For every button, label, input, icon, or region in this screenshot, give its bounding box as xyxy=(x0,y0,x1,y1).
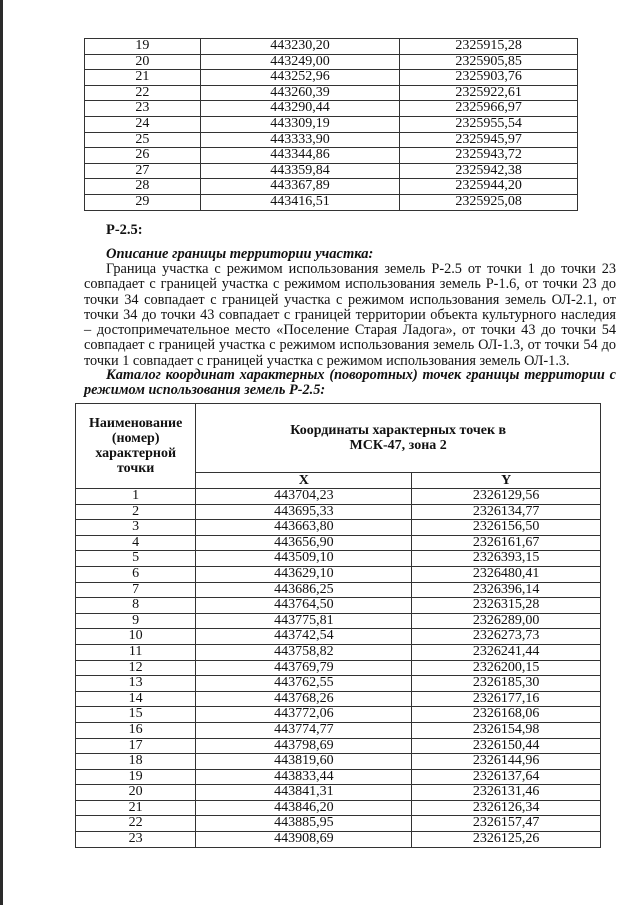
table-row xyxy=(85,148,578,164)
table-row xyxy=(76,754,601,770)
header-y: Y xyxy=(412,473,601,489)
point-number-cell: 25 xyxy=(85,132,201,148)
table-row xyxy=(76,504,601,520)
y-coordinate-cell: 2326126,34 xyxy=(412,800,601,816)
x-coordinate-cell: 443819,60 xyxy=(196,754,412,770)
table-row xyxy=(85,70,578,86)
x-coordinate-cell: 443885,95 xyxy=(196,816,412,832)
table-row xyxy=(76,800,601,816)
section-label: Р-2.5: xyxy=(106,222,143,238)
point-number-cell: 11 xyxy=(76,644,196,660)
point-number-cell: 1 xyxy=(76,489,196,505)
x-coordinate-cell: 443344,86 xyxy=(200,148,399,164)
point-number-cell: 4 xyxy=(76,535,196,551)
point-number-cell: 23 xyxy=(85,101,201,117)
y-coordinate-cell: 2325915,28 xyxy=(400,39,578,55)
x-coordinate-cell: 443772,06 xyxy=(196,707,412,723)
y-coordinate-cell: 2326134,77 xyxy=(412,504,601,520)
point-number-cell: 27 xyxy=(85,163,201,179)
y-coordinate-cell: 2326177,16 xyxy=(412,691,601,707)
y-coordinate-cell: 2326396,14 xyxy=(412,582,601,598)
point-number-cell: 19 xyxy=(76,769,196,785)
y-coordinate-cell: 2326480,41 xyxy=(412,566,601,582)
point-number-cell: 8 xyxy=(76,598,196,614)
point-number-cell: 10 xyxy=(76,629,196,645)
x-coordinate-cell: 443686,25 xyxy=(196,582,412,598)
table-row xyxy=(85,54,578,70)
point-number-cell: 3 xyxy=(76,520,196,536)
x-coordinate-cell: 443769,79 xyxy=(196,660,412,676)
y-coordinate-cell: 2326154,98 xyxy=(412,722,601,738)
x-coordinate-cell: 443775,81 xyxy=(196,613,412,629)
table-row xyxy=(76,816,601,832)
table-row xyxy=(76,722,601,738)
x-coordinate-cell: 443416,51 xyxy=(200,194,399,210)
x-coordinate-cell: 443841,31 xyxy=(196,785,412,801)
table-row xyxy=(85,101,578,117)
y-coordinate-cell: 2325905,85 xyxy=(400,54,578,70)
point-number-cell: 21 xyxy=(76,800,196,816)
table-row xyxy=(85,116,578,132)
coordinates-table-continued xyxy=(84,38,578,211)
x-coordinate-cell: 443908,69 xyxy=(196,832,412,848)
y-coordinate-cell: 2325955,54 xyxy=(400,116,578,132)
x-coordinate-cell: 443846,20 xyxy=(196,800,412,816)
point-number-cell: 13 xyxy=(76,676,196,692)
table-row xyxy=(76,551,601,567)
point-number-cell: 29 xyxy=(85,194,201,210)
point-number-cell: 24 xyxy=(85,116,201,132)
point-number-cell: 12 xyxy=(76,660,196,676)
x-coordinate-cell: 443290,44 xyxy=(200,101,399,117)
table-row xyxy=(76,832,601,848)
x-coordinate-cell: 443252,96 xyxy=(200,70,399,86)
table-row xyxy=(76,598,601,614)
coordinates-catalog-table xyxy=(75,403,601,848)
y-coordinate-cell: 2326131,46 xyxy=(412,785,601,801)
y-coordinate-cell: 2326315,28 xyxy=(412,598,601,614)
x-coordinate-cell: 443663,80 xyxy=(196,520,412,536)
boundary-description: Граница участка с режимом использования земель Р-2.5 от точки 1 до точки 23 совпадает с границей участка с режимом использования земель Р-1.6, от точки 23 до точки 34 совпадает с границей участка с режимом использования земель ОЛ-2.1, от точки 34 до точки 43 совпадает с границей территории объекта культурного наследия – достопримечательное место «Поселение Старая Ладога», от точки 43 до точки 54 совпадает с границей участка с режимом использования земель ОЛ-1.3, от точки 54 до точки 1 совпадает с границей участка с режимом использования земель ОЛ-1.3. xyxy=(84,261,616,369)
y-coordinate-cell: 2325943,72 xyxy=(400,148,578,164)
x-coordinate-cell: 443695,33 xyxy=(196,504,412,520)
x-coordinate-cell: 443798,69 xyxy=(196,738,412,754)
table-row xyxy=(85,179,578,195)
section-heading: Описание границы территории участка: xyxy=(106,246,374,262)
point-number-cell: 2 xyxy=(76,504,196,520)
y-coordinate-cell: 2325944,20 xyxy=(400,179,578,195)
point-number-cell: 20 xyxy=(85,54,201,70)
point-number-cell: 22 xyxy=(85,85,201,101)
table-row xyxy=(76,489,601,505)
point-number-cell: 15 xyxy=(76,707,196,723)
table-row xyxy=(76,520,601,536)
x-coordinate-cell: 443764,50 xyxy=(196,598,412,614)
point-number-cell: 7 xyxy=(76,582,196,598)
y-coordinate-cell: 2326125,26 xyxy=(412,832,601,848)
header-point-name: Наименование (номер) характерной точки xyxy=(76,404,196,489)
x-coordinate-cell: 443758,82 xyxy=(196,644,412,660)
y-coordinate-cell: 2326241,44 xyxy=(412,644,601,660)
header-coordinates-text: Координаты характерных точек в МСК-47, зона 2 xyxy=(290,423,507,453)
table-row xyxy=(76,582,601,598)
y-coordinate-cell: 2325945,97 xyxy=(400,132,578,148)
x-coordinate-cell: 443629,10 xyxy=(196,566,412,582)
y-coordinate-cell: 2326168,06 xyxy=(412,707,601,723)
y-coordinate-cell: 2326157,47 xyxy=(412,816,601,832)
x-coordinate-cell: 443367,89 xyxy=(200,179,399,195)
y-coordinate-cell: 2326273,73 xyxy=(412,629,601,645)
x-coordinate-cell: 443704,23 xyxy=(196,489,412,505)
y-coordinate-cell: 2326161,67 xyxy=(412,535,601,551)
x-coordinate-cell: 443774,77 xyxy=(196,722,412,738)
x-coordinate-cell: 443509,10 xyxy=(196,551,412,567)
point-number-cell: 26 xyxy=(85,148,201,164)
point-number-cell: 16 xyxy=(76,722,196,738)
table-row xyxy=(76,613,601,629)
table-row xyxy=(85,194,578,210)
y-coordinate-cell: 2326156,50 xyxy=(412,520,601,536)
point-number-cell: 18 xyxy=(76,754,196,770)
point-number-cell: 6 xyxy=(76,566,196,582)
header-coordinates xyxy=(196,404,601,473)
x-coordinate-cell: 443656,90 xyxy=(196,535,412,551)
table-row xyxy=(76,707,601,723)
table-row xyxy=(85,132,578,148)
x-coordinate-cell: 443762,55 xyxy=(196,676,412,692)
x-coordinate-cell: 443230,20 xyxy=(200,39,399,55)
y-coordinate-cell: 2326150,44 xyxy=(412,738,601,754)
x-coordinate-cell: 443833,44 xyxy=(196,769,412,785)
x-coordinate-cell: 443359,84 xyxy=(200,163,399,179)
table-row xyxy=(76,566,601,582)
point-number-cell: 23 xyxy=(76,832,196,848)
x-coordinate-cell: 443249,00 xyxy=(200,54,399,70)
x-coordinate-cell: 443768,26 xyxy=(196,691,412,707)
point-number-cell: 5 xyxy=(76,551,196,567)
y-coordinate-cell: 2326393,15 xyxy=(412,551,601,567)
table-row xyxy=(85,163,578,179)
y-coordinate-cell: 2325925,08 xyxy=(400,194,578,210)
point-number-cell: 17 xyxy=(76,738,196,754)
table-row xyxy=(85,39,578,55)
table-row xyxy=(76,691,601,707)
y-coordinate-cell: 2326185,30 xyxy=(412,676,601,692)
table-row xyxy=(76,644,601,660)
table-row xyxy=(85,85,578,101)
table-row xyxy=(76,785,601,801)
y-coordinate-cell: 2325922,61 xyxy=(400,85,578,101)
point-number-cell: 22 xyxy=(76,816,196,832)
header-x: X xyxy=(196,473,412,489)
table-row xyxy=(76,738,601,754)
y-coordinate-cell: 2325942,38 xyxy=(400,163,578,179)
main-table-body xyxy=(76,489,601,848)
point-number-cell: 28 xyxy=(85,179,201,195)
y-coordinate-cell: 2326200,15 xyxy=(412,660,601,676)
table-row xyxy=(76,535,601,551)
x-coordinate-cell: 443260,39 xyxy=(200,85,399,101)
point-number-cell: 20 xyxy=(76,785,196,801)
x-coordinate-cell: 443309,19 xyxy=(200,116,399,132)
table-row xyxy=(76,769,601,785)
scan-edge-artifact xyxy=(0,0,3,905)
table-row xyxy=(76,660,601,676)
top-table-body xyxy=(85,39,578,211)
y-coordinate-cell: 2326129,56 xyxy=(412,489,601,505)
x-coordinate-cell: 443742,54 xyxy=(196,629,412,645)
catalog-table-header xyxy=(76,404,601,489)
x-coordinate-cell: 443333,90 xyxy=(200,132,399,148)
catalog-caption: Каталог координат характерных (поворотных) точек границы территории с режимом использования земель Р-2.5: xyxy=(84,367,616,398)
point-number-cell: 9 xyxy=(76,613,196,629)
point-number-cell: 19 xyxy=(85,39,201,55)
y-coordinate-cell: 2326289,00 xyxy=(412,613,601,629)
y-coordinate-cell: 2326137,64 xyxy=(412,769,601,785)
y-coordinate-cell: 2325903,76 xyxy=(400,70,578,86)
point-number-cell: 14 xyxy=(76,691,196,707)
y-coordinate-cell: 2325966,97 xyxy=(400,101,578,117)
table-row xyxy=(76,676,601,692)
point-number-cell: 21 xyxy=(85,70,201,86)
table-row xyxy=(76,629,601,645)
y-coordinate-cell: 2326144,96 xyxy=(412,754,601,770)
